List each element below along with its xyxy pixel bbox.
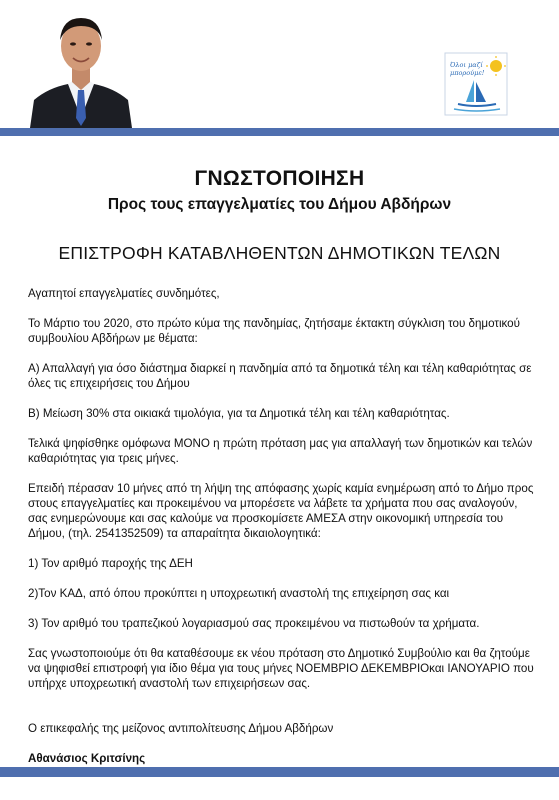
paragraph: Σας γνωστοποιούμε ότι θα καταθέσουμε εκ νέου πρόταση στο Δημοτικό Συμβούλιο και θα ζητούμε να ψηφισθεί επιστροφή για ίδιο θέμα για τους μήνες ΝΟΕΜΒΡΙΟ ΔΕΚΕΜΒΡΙΟκαι ΙΑΝΟΥΑΡΙΟ που υπήρχε υποχρεωτική αναστολή των επιχειρήσεων σας. (28, 647, 534, 690)
signature-name: Αθανάσιος Κριτσίνης (28, 752, 146, 765)
paragraph: Επειδή πέρασαν 10 μήνες από τη λήψη της απόφασης χωρίς καμία ενημέρωση από το Δήμο προς στους επαγγελματίες και προκειμένου να μπορέσετε να λάβετε τα χρήματα που σας αναλογούν, σας ενημερώνουμε και σας καλούμε να προσκομίσετε ΑΜΕΣΑ στην οικονομική υπηρεσία του Δήμου, (τηλ. 2541352509) τα απαραίτητα δικαιολογητικά: (28, 482, 534, 540)
paragraph: Το Μάρτιο του 2020, στο πρώτο κύμα της πανδημίας, ζητήσαμε έκτακτη σύγκλιση του δημοτικού συμβουλίου Αβδήρων με θέματα: (28, 317, 520, 345)
campaign-logo (444, 52, 508, 116)
top-band (0, 128, 559, 136)
person-portrait-icon (28, 8, 134, 128)
section-heading: ΕΠΙΣΤΡΟΦΗ ΚΑΤΑΒΛΗΘΕΝΤΩΝ ΔΗΜΟΤΙΚΩΝ ΤΕΛΩΝ (58, 243, 501, 263)
signature-role: Ο επικεφαλής της μείζονος αντιπολίτευσης Δήμου Αβδήρων (28, 722, 334, 735)
paragraph: Α) Απαλλαγή για όσο διάστημα διαρκεί η πανδημία από τα δημοτικά τέλη και τέλη καθαριότητας σε όλες τις επιχειρήσεις του Δήμου (28, 362, 532, 390)
paragraph: Β) Μείωση 30% στα οικιακά τιμολόγια, για τα Δημοτικά τέλη και τέλη καθαριότητας. (28, 407, 450, 420)
bottom-band (0, 767, 559, 777)
list-item: 1) Τον αριθμό παροχής της ΔΕΗ (28, 557, 193, 570)
list-item: 2)Τον ΚΑΔ, από όπου προκύπτει η υποχρεωτική αναστολή της επιχείρηση σας και (28, 587, 450, 600)
paragraph: Τελικά ψηφίσθηκε ομόφωνα ΜΟΝΟ η πρώτη πρόταση μας για απαλλαγή των δημοτικών και τελών καθαριότητας για τρεις μήνες. (28, 437, 533, 465)
svg-text:μπορούμε!: μπορούμε! (450, 69, 485, 77)
list-item: 3) Τον αριθμό του τραπεζικού λογαριασμού σας προκειμένου να πιστωθούν τα χρήματα. (28, 617, 480, 630)
svg-text:Όλοι μαζί: Όλοι μαζί (450, 61, 483, 69)
page-title: ΓΝΩΣΤΟΠΟΙΗΣΗ (194, 167, 365, 190)
greeting: Αγαπητοί επαγγελματίες συνδημότες, (28, 287, 220, 300)
sailboat-sun-logo-icon (444, 52, 508, 116)
letter-body (28, 286, 538, 766)
header (0, 0, 559, 128)
page-subtitle: Προς τους επαγγελματίες του Δήμου Αβδήρων (107, 196, 452, 213)
